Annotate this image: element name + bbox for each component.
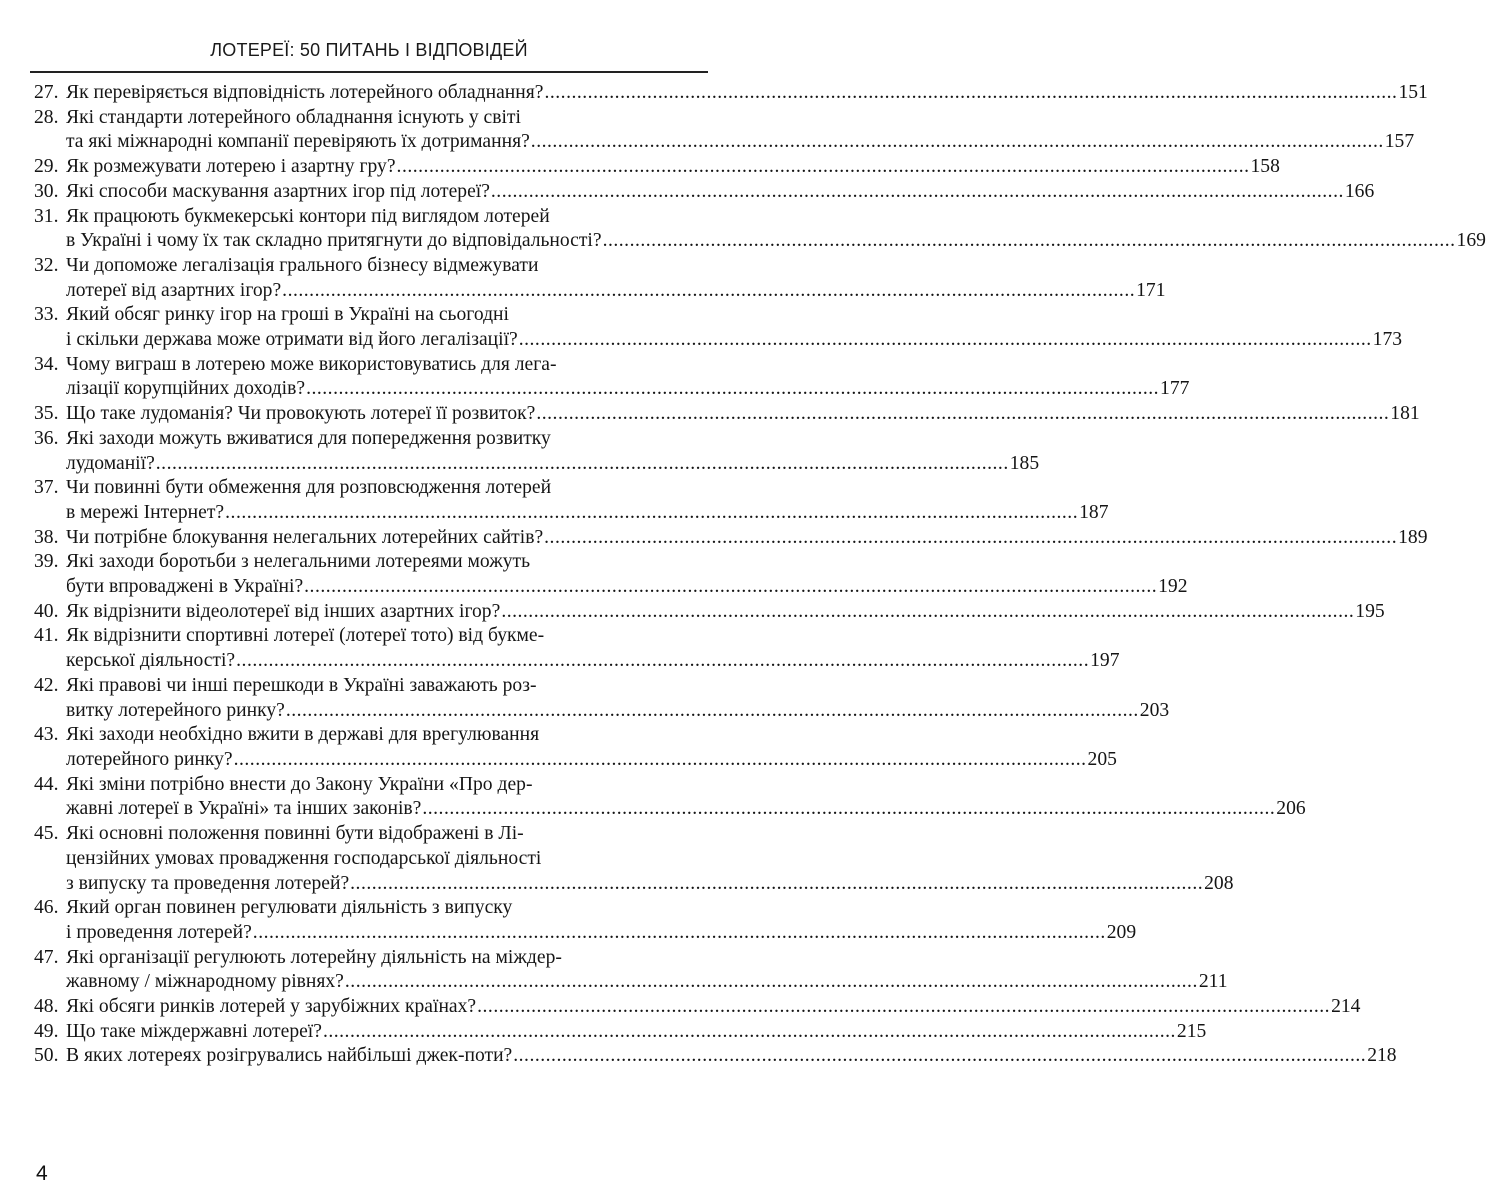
toc-entry [34, 476, 1109, 525]
toc-entry-title: Що таке міждержавні лотереї? [66, 1020, 322, 1042]
toc-entry [34, 106, 1415, 155]
toc-entry-line [34, 402, 1420, 427]
toc-dot-leader [519, 328, 1372, 353]
toc-page-number: 189 [1398, 526, 1428, 548]
toc-entry-number: 42. [34, 674, 59, 696]
toc-page-number: 209 [1106, 921, 1137, 943]
toc-page-number: 215 [1176, 1020, 1207, 1042]
toc-entry-line [34, 847, 700, 872]
toc-page-number: 203 [1139, 699, 1170, 721]
toc-entry [34, 550, 1188, 599]
toc-dot-leader [350, 872, 1203, 897]
toc-entry [34, 723, 1117, 772]
toc-entry-number: 50. [34, 1045, 59, 1067]
toc-entry-title: в мережі Інтернет? [66, 501, 225, 523]
toc-page-number: 158 [1250, 156, 1280, 178]
toc-entry-title: і проведення лотерей? [66, 921, 252, 943]
toc-dot-leader [225, 501, 1078, 526]
toc-entry [34, 303, 1403, 352]
toc-entry-title: Які стандарти лотерейного обладнання існують у світі [66, 106, 521, 128]
toc-entry-title: лізації корупційних доходів? [66, 378, 306, 400]
toc-entry-number: 36. [34, 427, 59, 449]
toc-entry-number: 37. [34, 477, 59, 499]
toc-entry [34, 353, 1190, 402]
toc-entry-number: 48. [34, 996, 59, 1018]
toc-page-number: 187 [1079, 501, 1109, 523]
toc-entry-line [34, 476, 700, 501]
toc-entry-title: Як відрізнити спортивні лотереї (лотереї тото) від букме- [66, 625, 545, 647]
toc-entry-line [34, 106, 700, 131]
toc-entry-number: 34. [34, 353, 59, 375]
toc-entry [34, 600, 1385, 625]
toc-page-number: 181 [1390, 403, 1420, 425]
toc-dot-leader [501, 600, 1354, 625]
toc-page-number: 211 [1198, 971, 1228, 993]
toc-entry-line [34, 674, 700, 699]
toc-entry-line [34, 229, 1486, 254]
toc-entry-title: Які заходи необхідно вжити в державі для врегулювання [66, 724, 540, 746]
toc-entry-line [34, 1020, 1207, 1045]
toc-dot-leader [544, 81, 1397, 106]
toc-page-number: 192 [1158, 576, 1188, 598]
toc-entry-title: Який орган повинен регулювати діяльність з випуску [66, 897, 513, 919]
toc-entry-title: В яких лотереях розігрувались найбільші джек-поти? [66, 1045, 513, 1067]
toc-dot-leader [531, 130, 1384, 155]
toc-dot-leader [306, 377, 1159, 402]
toc-entry-title: та які міжнародні компанії перевіряють їх дотримання? [66, 131, 530, 153]
toc-entry-number: 47. [34, 946, 59, 968]
toc-dot-leader [536, 402, 1389, 427]
toc-entry-title: Чому виграш в лотерею може використовуватись для лега- [66, 353, 557, 375]
toc-entry-number: 27. [34, 82, 59, 103]
toc-page-number: 169 [1456, 230, 1486, 252]
table-of-contents [34, 81, 1486, 1069]
toc-page-number: 185 [1009, 452, 1040, 474]
toc-entry-line [34, 575, 1188, 600]
toc-page-number: 205 [1087, 748, 1117, 770]
toc-entry [34, 402, 1420, 427]
running-header: ЛОТЕРЕЇ: 50 ПИТАНЬ І ВІДПОВІДЕЙ [210, 40, 528, 60]
toc-entry [34, 81, 1428, 106]
toc-entry-line [34, 797, 1306, 822]
toc-dot-leader [323, 1020, 1176, 1045]
toc-dot-leader [422, 797, 1275, 822]
header-rule [30, 71, 708, 73]
toc-entry-number: 46. [34, 897, 59, 919]
toc-entry [34, 205, 1486, 254]
toc-entry-title: Як розмежувати лотерею і азартну гру? [66, 156, 396, 178]
toc-entry [34, 822, 1234, 896]
toc-entry-title: Чи повинні бути обмеження для розповсюдження лотерей [66, 477, 552, 499]
toc-entry-line [34, 526, 1428, 551]
toc-entry-title: бути впроваджені в Україні? [66, 576, 304, 598]
toc-entry [34, 995, 1361, 1020]
toc-entry-line [34, 1044, 1397, 1069]
toc-entry-number: 28. [34, 106, 59, 128]
toc-entry-line [34, 748, 1117, 773]
toc-entry-title: Який обсяг ринку ігор на гроші в Україні на сьогодні [66, 304, 509, 326]
toc-page-number: 157 [1384, 131, 1415, 153]
toc-page-number: 197 [1090, 650, 1120, 672]
toc-entry-number: 44. [34, 773, 59, 795]
toc-entry-line [34, 81, 1428, 106]
toc-entry-number: 31. [34, 205, 59, 227]
toc-entry-title: Які організації регулюють лотерейну діяльність на міждер- [66, 946, 562, 968]
toc-page-number: 206 [1276, 798, 1306, 820]
toc-entry-number: 30. [34, 180, 59, 202]
toc-entry-line [34, 501, 1109, 526]
toc-entry-number: 43. [34, 724, 59, 746]
toc-entry-line [34, 130, 1415, 155]
toc-entry-title: керської діяльності? [66, 650, 236, 672]
toc-entry-title: витку лотерейного ринку? [66, 699, 285, 721]
toc-entry-number: 35. [34, 403, 59, 425]
toc-entry-line [34, 452, 1040, 477]
toc-entry-line [34, 946, 700, 971]
toc-entry-title: Які способи маскування азартних ігор під лотереї? [66, 180, 490, 202]
toc-dot-leader [491, 180, 1344, 205]
toc-entry-line [34, 649, 1120, 674]
toc-entry [34, 896, 1137, 945]
toc-entry-number: 38. [34, 526, 59, 548]
toc-entry-title: Які заходи боротьби з нелегальними лотереями можуть [66, 551, 531, 573]
toc-entry [34, 1044, 1397, 1069]
toc-entry-line [34, 822, 700, 847]
toc-entry-title: Як відрізнити відеолотереї від інших азартних ігор? [66, 600, 501, 622]
toc-dot-leader [156, 452, 1009, 477]
toc-entry-number: 29. [34, 156, 59, 178]
toc-dot-leader [234, 748, 1087, 773]
toc-dot-leader [477, 995, 1330, 1020]
toc-entry-number: 40. [34, 600, 59, 622]
toc-dot-leader [513, 1044, 1366, 1069]
toc-entry-title: Які зміни потрібно внести до Закону України «Про дер- [66, 773, 533, 795]
toc-entry-title: лотереї від азартних ігор? [66, 279, 282, 301]
toc-entry-line [34, 699, 1170, 724]
toc-entry-line [34, 155, 1280, 180]
toc-entry-title: Які правові чи інші перешкоди в Україні заважають роз- [66, 674, 537, 696]
toc-entry [34, 180, 1375, 205]
toc-entry-line [34, 180, 1375, 205]
toc-entry-title: лотерейного ринку? [66, 748, 233, 770]
toc-entry-title: жавному / міжнародному рівнях? [66, 971, 344, 993]
toc-entry [34, 526, 1428, 551]
toc-entry-line [34, 723, 700, 748]
toc-entry-line [34, 624, 700, 649]
toc-entry [34, 773, 1306, 822]
toc-entry-title: з випуску та проведення лотерей? [66, 872, 350, 894]
toc-entry [34, 254, 1166, 303]
toc-entry-line [34, 427, 700, 452]
toc-entry-number: 41. [34, 625, 59, 647]
toc-page-number: 195 [1355, 600, 1385, 622]
toc-entry-line [34, 773, 700, 798]
toc-entry-number: 32. [34, 254, 59, 276]
toc-entry [34, 946, 1228, 995]
toc-entry-title: лудоманії? [66, 452, 155, 474]
toc-dot-leader [236, 649, 1089, 674]
toc-dot-leader [286, 699, 1139, 724]
toc-entry-number: 45. [34, 823, 59, 845]
toc-entry-line [34, 600, 1385, 625]
toc-entry [34, 1020, 1207, 1045]
toc-entry-line [34, 279, 1166, 304]
toc-dot-leader [304, 575, 1157, 600]
toc-entry-line [34, 303, 700, 328]
toc-entry-title: Як перевіряється відповідність лотерейного обладнання? [66, 82, 544, 103]
toc-entry-title: Чи допоможе легалізація грального бізнесу відмежувати [66, 254, 539, 276]
toc-dot-leader [544, 526, 1397, 551]
toc-dot-leader [253, 921, 1106, 946]
page-number: 4 [36, 1162, 48, 1185]
toc-dot-leader [282, 279, 1135, 304]
toc-page-number: 173 [1372, 329, 1403, 351]
toc-entry-title: Що таке лудоманія? Чи провокують лотереї її розвиток? [66, 403, 536, 425]
toc-entry-title: Як працюють букмекерські контори під виглядом лотерей [66, 205, 550, 227]
toc-entry [34, 155, 1280, 180]
toc-entry-number: 49. [34, 1020, 59, 1042]
toc-page-number: 218 [1367, 1045, 1397, 1067]
toc-entry [34, 674, 1170, 723]
toc-page-number: 177 [1160, 378, 1190, 400]
toc-entry-title: Чи потрібне блокування нелегальних лотерейних сайтів? [66, 526, 544, 548]
toc-entry-title: Які заходи можуть вживатися для попередження розвитку [66, 427, 551, 449]
toc-entry-title: і скільки держава може отримати від його легалізації? [66, 329, 518, 351]
toc-entry-title: Які основні положення повинні бути відображені в Лі- [66, 823, 524, 845]
toc-entry-title: цензійних умовах провадження господарської діяльності [66, 847, 542, 869]
toc-entry-title: Які обсяги ринків лотерей у зарубіжних країнах? [66, 996, 477, 1018]
toc-page-number: 171 [1136, 279, 1166, 301]
toc-entry-line [34, 328, 1403, 353]
toc-entry [34, 624, 1120, 673]
toc-entry-line [34, 995, 1361, 1020]
toc-entry-line [34, 254, 700, 279]
toc-dot-leader [397, 155, 1250, 180]
toc-entry-line [34, 872, 1234, 897]
toc-page-number: 166 [1344, 180, 1375, 202]
toc-entry-line [34, 970, 1228, 995]
toc-entry-line [34, 896, 700, 921]
toc-entry [34, 427, 1040, 476]
toc-entry-number: 39. [34, 551, 59, 573]
toc-page-number: 151 [1398, 82, 1428, 103]
toc-entry-line [34, 550, 700, 575]
toc-dot-leader [345, 970, 1198, 995]
toc-entry-title: в Україні і чому їх так складно притягнути до відповідальності? [66, 230, 602, 252]
toc-entry-line [34, 921, 1137, 946]
toc-entry-line [34, 205, 700, 230]
toc-dot-leader [603, 229, 1456, 254]
toc-entry-line [34, 377, 1190, 402]
toc-entry-line [34, 353, 700, 378]
toc-page-number: 214 [1331, 996, 1361, 1018]
toc-page-number: 208 [1204, 872, 1234, 894]
toc-entry-number: 33. [34, 304, 59, 326]
toc-entry-title: жавні лотереї в Україні» та інших законів? [66, 798, 422, 820]
